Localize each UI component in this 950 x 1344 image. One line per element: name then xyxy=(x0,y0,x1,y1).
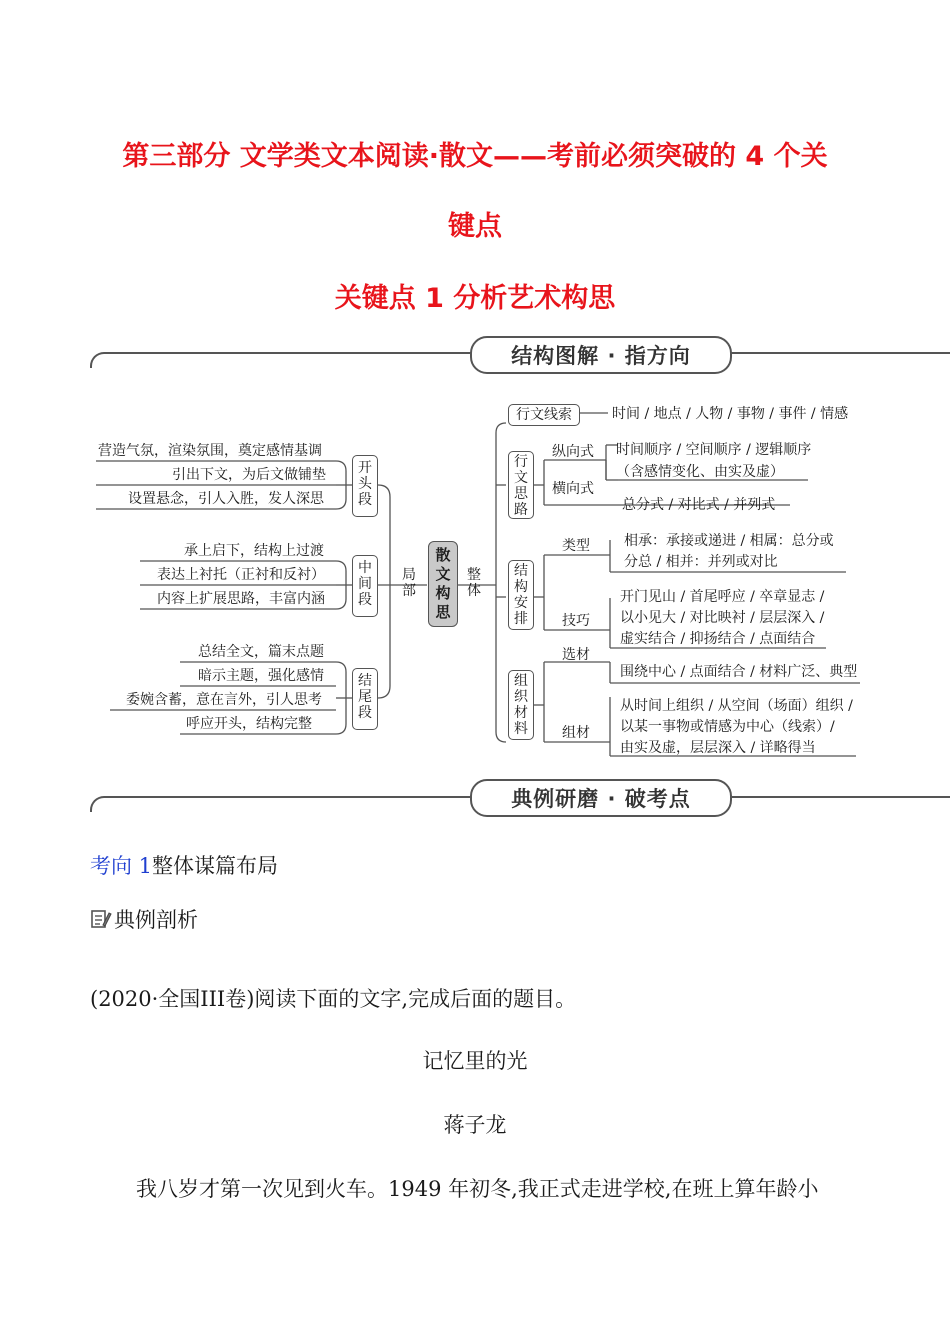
ending-item-1: 总结全文，篇末点题 xyxy=(198,644,324,660)
opening-segment-box: 开头段 xyxy=(352,455,378,517)
whole-label: 整体 xyxy=(467,567,481,599)
kaoxiang-text: 整体谋篇布局 xyxy=(152,854,279,878)
clue-box: 行文线索 xyxy=(508,404,580,426)
example-label: 典例剖析 xyxy=(114,908,198,932)
organize-line3: 由实及虚，层层深入 / 详略得当 xyxy=(620,740,816,756)
organize-line2: 以某一事物或情感为中心（线索）/ xyxy=(620,719,835,735)
type-line2: 分总 / 相并：并列或对比 xyxy=(624,554,778,570)
organize-line1: 从时间上组织 / 从空间（场面）组织 / xyxy=(620,698,853,714)
example-heading xyxy=(90,904,198,934)
thinking-box: 行文思路 xyxy=(508,451,534,519)
material-box: 组织材料 xyxy=(508,670,534,740)
note-icon xyxy=(90,908,110,928)
ending-segment-box: 结尾段 xyxy=(352,668,378,730)
structure-box: 结构安排 xyxy=(508,560,534,630)
ending-item-4: 呼应开头，结构完整 xyxy=(186,716,312,732)
article-author: 蒋子龙 xyxy=(443,1113,507,1137)
select-text: 围绕中心 / 点面结合 / 材料广泛、典型 xyxy=(620,664,858,680)
chapter-title-line1: 第三部分 文学类文本阅读·散文——考前必须突破的 4 个关 xyxy=(122,141,828,172)
middle-segment-box: 中间段 xyxy=(352,555,378,617)
vertical-line1: 时间顺序 / 空间顺序 / 逻辑顺序 xyxy=(616,442,812,458)
source-line: (2020·全国III卷)阅读下面的文字,完成后面的题目。 xyxy=(90,987,577,1011)
select-label: 选材 xyxy=(562,647,590,663)
keypoint-title: 关键点 1 分析艺术构思 xyxy=(334,283,616,314)
article-title: 记忆里的光 xyxy=(422,1049,528,1073)
vertical-label: 纵向式 xyxy=(552,444,594,460)
clue-text: 时间 / 地点 / 人物 / 事物 / 事件 / 情感 xyxy=(612,406,849,422)
skill-line1: 开门见山 / 首尾呼应 / 卒章显志 / xyxy=(620,589,825,605)
vertical-line2: （含感情变化、由实及虚） xyxy=(616,464,784,480)
skill-line3: 虚实结合 / 抑扬结合 / 点面结合 xyxy=(620,631,816,647)
middle-item-1: 承上启下，结构上过渡 xyxy=(184,543,324,559)
skill-label: 技巧 xyxy=(562,613,590,629)
examples-banner: 典例研磨 · 破考点 xyxy=(470,779,732,817)
kaoxiang-prefix: 考向 1 xyxy=(90,854,153,878)
opening-item-3: 设置悬念，引人入胜，发人深思 xyxy=(128,491,324,507)
skill-line2: 以小见大 / 对比映衬 / 层层深入 / xyxy=(620,610,825,626)
opening-item-2: 引出下文，为后文做铺垫 xyxy=(172,467,326,483)
middle-item-3: 内容上扩展思路，丰富内涵 xyxy=(157,591,325,607)
chapter-title-line2: 键点 xyxy=(448,211,502,242)
type-line1: 相承：承接或递进 / 相属：总分或 xyxy=(624,533,834,549)
local-label: 局部 xyxy=(402,567,416,599)
structure-banner: 结构图解 · 指方向 xyxy=(470,336,732,374)
ending-item-3: 委婉含蓄，意在言外，引人思考 xyxy=(126,692,322,708)
article-paragraph: 我八岁才第一次见到火车。1949 年初冬,我正式走进学校,在班上算年龄小 xyxy=(136,1177,819,1201)
middle-item-2: 表达上衬托（正衬和反衬） xyxy=(157,567,325,583)
horizontal-label: 横向式 xyxy=(552,481,594,497)
kaoxiang-heading xyxy=(90,850,278,880)
opening-item-1: 营造气氛，渲染氛围，奠定感情基调 xyxy=(98,443,322,459)
ending-item-2: 暗示主题，强化感情 xyxy=(198,668,324,684)
center-node: 散文构思 xyxy=(428,541,458,627)
horizontal-text: 总分式 / 对比式 / 并列式 xyxy=(622,497,776,513)
organize-label: 组材 xyxy=(562,725,590,741)
type-label: 类型 xyxy=(562,538,590,554)
